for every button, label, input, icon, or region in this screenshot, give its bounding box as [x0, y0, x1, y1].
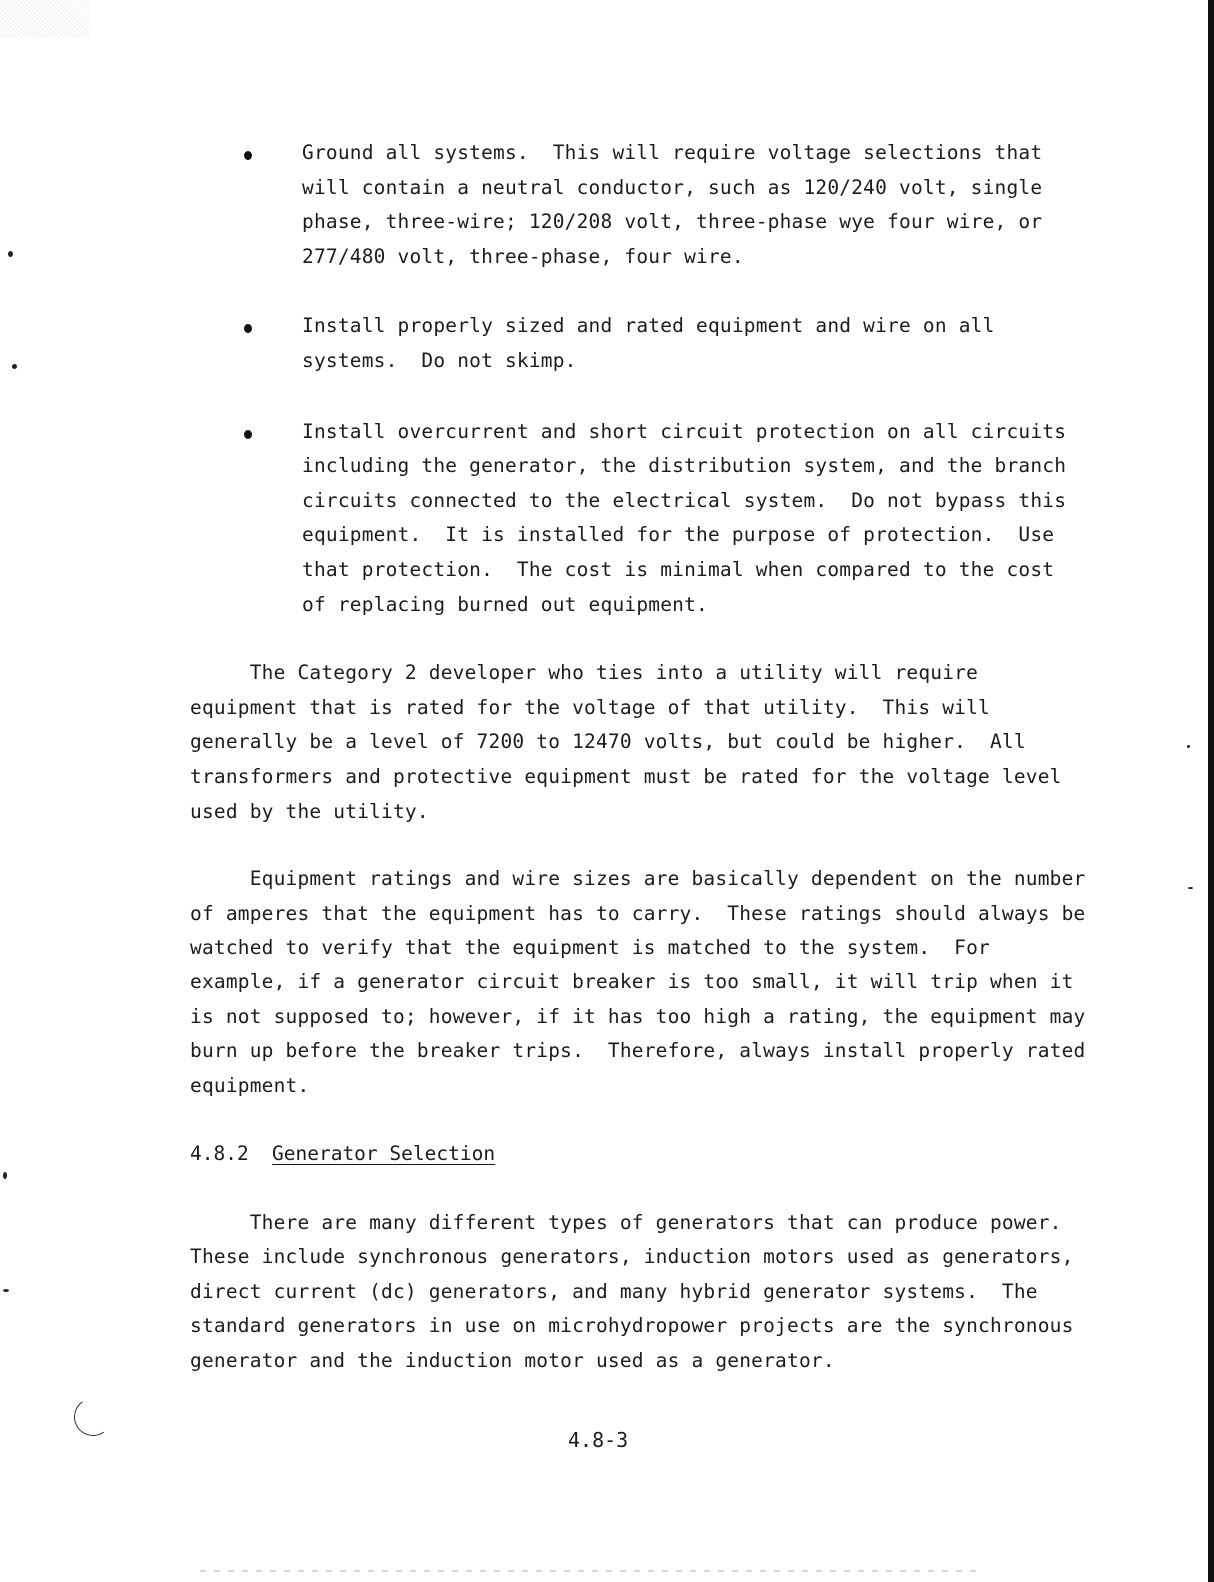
paragraph-1-line-5: used by the utility.: [190, 800, 429, 823]
bullet-3-line-5: that protection. The cost is minimal when compared to the cost: [302, 558, 1055, 581]
section-paragraph-line-1: There are many different types of generators that can produce power.: [190, 1211, 1062, 1234]
section-number: 4.8.2: [190, 1142, 249, 1165]
section-paragraph-line-3: direct current (dc) generators, and many hybrid generator systems. The: [190, 1280, 1038, 1303]
bullet-2-line-2: systems. Do not skimp.: [302, 349, 577, 372]
scan-edge: [1208, 0, 1214, 1582]
bullet-1-line-4: 277/480 volt, three-phase, four wire.: [302, 245, 744, 268]
bullet-3-line-1: Install overcurrent and short circuit protection on all circuits: [302, 420, 1067, 443]
scan-speck: [1187, 745, 1190, 748]
paragraph-2-line-2: of amperes that the equipment has to carry. These ratings should always be: [190, 902, 1086, 925]
scan-noise-bottom: [200, 1570, 980, 1572]
bullet-marker: [244, 430, 252, 439]
paragraph-1-line-3: generally be a level of 7200 to 12470 volts, but could be higher. All: [190, 730, 1026, 753]
bullet-1-line-1: Ground all systems. This will require voltage selections that: [302, 141, 1043, 164]
section-paragraph-line-5: generator and the induction motor used as a generator.: [190, 1349, 835, 1372]
scan-noise: [0, 0, 90, 38]
paragraph-1-line-1: The Category 2 developer who ties into a utility will require: [190, 661, 979, 684]
bullet-1-line-2: will contain a neutral conductor, such as 120/240 volt, single: [302, 176, 1043, 199]
section-title: Generator Selection: [272, 1142, 496, 1165]
bullet-3-line-2: including the generator, the distribution system, and the branch: [302, 454, 1067, 477]
scan-mark: [71, 1395, 115, 1439]
bullet-1-line-3: phase, three-wire; 120/208 volt, three-phase wye four wire, or: [302, 210, 1043, 233]
page-number: 4.8-3: [568, 1428, 629, 1452]
bullet-2-line-1: Install properly sized and rated equipment and wire on all: [302, 314, 995, 337]
scan-speck: [12, 364, 17, 369]
paragraph-2-line-6: burn up before the breaker trips. Therefore, always install properly rated: [190, 1039, 1086, 1062]
section-paragraph-line-2: These include synchronous generators, induction motors used as generators,: [190, 1245, 1074, 1268]
section-paragraph-line-4: standard generators in use on microhydropower projects are the synchronous: [190, 1314, 1074, 1337]
scan-speck: [3, 1289, 9, 1292]
bullet-3-line-4: equipment. It is installed for the purpose of protection. Use: [302, 523, 1055, 546]
bullet-3-line-6: of replacing burned out equipment.: [302, 593, 708, 616]
paragraph-2-line-4: example, if a generator circuit breaker is too small, it will trip when it: [190, 970, 1074, 993]
paragraph-1-line-2: equipment that is rated for the voltage of that utility. This will: [190, 696, 990, 719]
bullet-marker: [244, 324, 252, 333]
bullet-3-line-3: circuits connected to the electrical system. Do not bypass this: [302, 489, 1067, 512]
paragraph-1-line-4: transformers and protective equipment must be rated for the voltage level: [190, 765, 1062, 788]
scan-speck: [8, 251, 13, 257]
paragraph-2-line-1: Equipment ratings and wire sizes are basically dependent on the number: [190, 867, 1086, 890]
paragraph-2-line-5: is not supposed to; however, if it has too high a rating, the equipment may: [190, 1005, 1086, 1028]
paragraph-2-line-3: watched to verify that the equipment is matched to the system. For: [190, 936, 990, 959]
bullet-marker: [244, 151, 252, 160]
scan-speck: [3, 1172, 7, 1179]
scan-speck: [1188, 887, 1193, 889]
paragraph-2-line-7: equipment.: [190, 1074, 310, 1097]
